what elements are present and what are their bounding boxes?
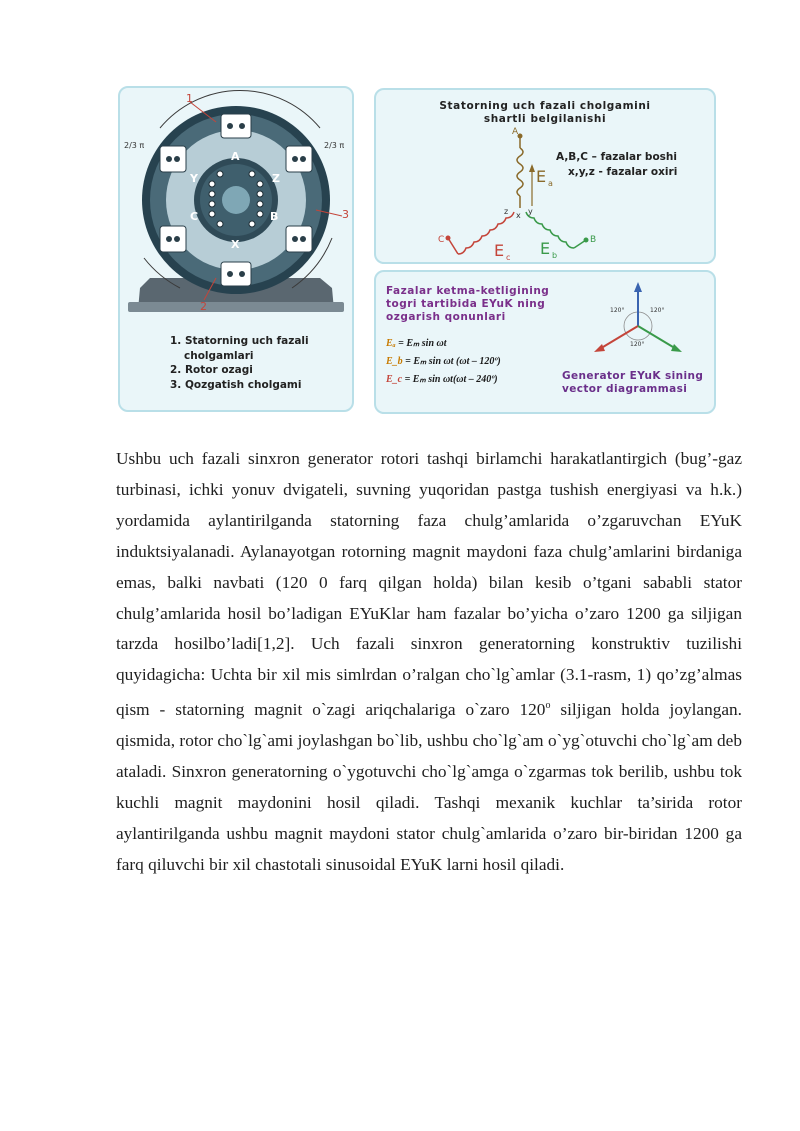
vector-diagram-caption-line1: Generator EYuK sining: [562, 370, 704, 382]
angle-label-1: 120°: [610, 307, 625, 314]
phase-b-terminal: [584, 238, 589, 243]
body-paragraph: [116, 444, 742, 880]
terminal-label-x: x: [516, 211, 521, 220]
emf-equation-b-rhs: = Eₘ sin ωt (ωt – 120º): [405, 356, 501, 367]
emf-laws-title-line1: Fazalar ketma-ketligining: [386, 285, 550, 297]
callout-2: 2: [200, 300, 207, 313]
generator-figure: [118, 86, 718, 414]
phase-label-y: Y: [190, 172, 198, 185]
legend-phase-ends: x,y,z - fazalar oxiri: [568, 166, 678, 178]
body-text: [116, 444, 742, 880]
vector-diagram-caption: [562, 370, 703, 396]
vector-ec-arrowhead: [594, 344, 605, 352]
rotor-shaft: [222, 186, 250, 214]
terminal-label-b: B: [590, 235, 597, 245]
emf-label-b-sub: b: [552, 251, 558, 260]
terminal-label-y: y: [528, 207, 533, 216]
body-paragraph-main: Ushbu uch fazali sinxron generator rotori tashqi birlamchi harakatlantirgich (bug’-gaz turbinasi, ichki yonuv dvigateli, suvning yuqoridan pastga tushish energiyasi va h.k.) yordamida aylantirilganda statorning faza chulg’amlarida o’zgaruvchan EYuK induktsiyalanadi. Aylanayotgan rotorning magnit maydoni faza chulg’amlarini birdaniga emas, balki navbati (120 0 farq qilgan holda) bilan kesib o’tgani sababli stator chulg’amlarida hosil bo’ladigan EYuKlar ham fazalar bo’yicha o’zaro 1200 ga siljigan tarzda hosilbo’ladi[1,2]. Uch fazali sinxron generatorning konstruktiv tuzilishi quyidagicha: Uchta bir xil mis simlrdan o’ralgan cho`lg`amlar (3.1-rasm, 1) qo’zg’almas qism - statorning magnit o`zagi ariqchalariga o`zaro 120: [116, 449, 742, 720]
emf-equation-b-lhs: E_b: [386, 356, 403, 367]
phase-label-x: X: [231, 238, 240, 251]
winding-notation-title-line2: shartli belgilanishi: [483, 113, 607, 125]
emf-label-a: E: [536, 167, 547, 186]
angle-label-2: 120°: [650, 307, 665, 314]
winding-notation-panel: [374, 88, 716, 264]
emf-equation-c-lhs: E_c: [386, 374, 403, 385]
phase-c-lead: [448, 238, 458, 254]
terminal-label-a: A: [512, 127, 519, 137]
emf-label-c: E: [494, 241, 505, 260]
phase-label-a: A: [231, 150, 240, 163]
vector-ea-arrowhead: [634, 282, 642, 292]
winding-notation-title-line1: Statorning uch fazali cholgamini: [439, 100, 651, 112]
phase-label-b: B: [270, 210, 279, 223]
angle-label-3: 120°: [630, 341, 645, 348]
legend-phase-starts: A,B,C – fazalar boshi: [556, 151, 677, 163]
emf-label-b: E: [540, 239, 551, 258]
phase-a-terminal: [518, 134, 523, 139]
angle-label-right: 2/3 π: [324, 141, 345, 150]
phase-a-coil: [517, 148, 523, 196]
winding-notation-legend: [556, 150, 677, 180]
vector-eb-arrowhead: [671, 344, 682, 352]
legend-item-1-cont: cholgamlari: [184, 349, 254, 362]
legend-item-3: 3. Qozgatish cholgami: [170, 378, 302, 391]
generator-cross-section-panel: [118, 86, 354, 412]
vector-diagram-caption-line2: vector diagrammasi: [562, 383, 688, 395]
emf-label-a-sub: a: [548, 179, 553, 188]
phase-label-c: C: [190, 210, 199, 223]
emf-equation-a-lhs: Eₐ: [386, 338, 396, 349]
callout-3: 3: [342, 208, 349, 221]
terminal-label-c: C: [438, 235, 445, 245]
emf-equation-a-rhs: = Eₘ sin ωt: [398, 338, 447, 349]
emf-label-c-sub: c: [506, 253, 511, 262]
ea-arrowhead: [529, 164, 535, 172]
body-paragraph-tail: siljigan holda joylangan. qismida, rotor cho`lg`ami joylashgan bo`lib, ushbu cho`lg`am o`yg`otuvchi cho`lg`am deb ataladi. Sinxron generatorning o`ygotuvchi cho`lg`amga o`zgarmas tok berilib, ushbu tok kuchli magnit maydonini hosil qiladi. Tashqi mexanik kuchlar ta’sirida rotor aylantirilganda ushbu magnit maydoni stator chulg`amlarida o’zaro bir-biridan 1200 ga farq qiluvchi bir xil chastotali sinusoidal EYuK larni hosil qiladi.: [116, 700, 743, 874]
legend-item-2: 2. Rotor ozagi: [170, 364, 253, 376]
emf-laws-title-line2: togri tartibida EYuK ning: [386, 298, 546, 310]
phase-c-coil: [458, 212, 514, 254]
emf-laws-title-line3: ozgarish qonunlari: [386, 311, 506, 323]
generator-foot: [128, 302, 344, 312]
legend-item-1: 1. Statorning uch fazali: [170, 335, 309, 347]
callout-1: 1: [186, 92, 193, 105]
angle-label-left: 2/3 π: [124, 141, 145, 150]
emf-laws-panel: [374, 270, 716, 414]
phase-label-z: Z: [272, 172, 280, 185]
terminal-label-z: z: [504, 207, 509, 216]
emf-equation-c-rhs: = Eₘ sin ωt(ωt – 240º): [404, 374, 498, 385]
cross-section-legend: [170, 334, 309, 392]
degree-superscript: o: [545, 700, 551, 712]
phase-c-terminal: [446, 236, 451, 241]
